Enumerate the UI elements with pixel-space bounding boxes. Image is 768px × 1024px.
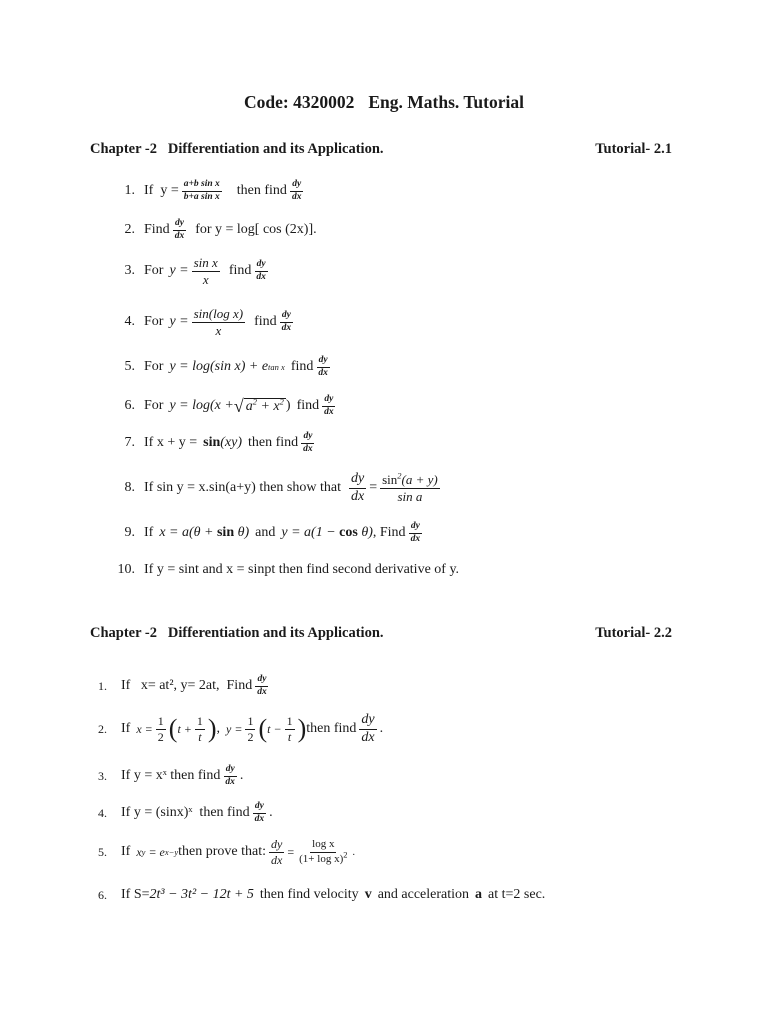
tutorial-label: Tutorial- 2.2 [595,625,672,641]
page-title [0,92,768,113]
question-1-6: 6. For y = log(x + √ $a^2 + x^2$ ) find $\frac{dy}{dx}$ [124,394,334,417]
question-2-6: 6. If S= 2t³ − 3t² − 12t + 5 then find velocity v and acceleration a at t=2 sec. [98,887,546,902]
chapter-header-1 [90,141,672,158]
chapter-title: Chapter -2 Differentiation and its Application. [90,625,384,641]
chapter-header-2 [90,625,672,642]
square-root: √ $a^2 + x^2$ [233,396,284,417]
question-1-8: 8. If sin y = x.sin(a+y) then show that $\frac{dy}{dx}$ = $\frac{\sin^2(a + y)}{\text{sin a}}$ [124,470,438,504]
question-2-1: 1. If x= at², y= 2at, Find $\frac{dy}{dx}$ [98,674,267,697]
question-2-3: 3. If y = xˣ then find $\frac{dy}{dx}$ . [98,764,244,787]
question-1-3: 3. For y = $\frac{\text{sin x}}{x}$ find $\frac{dy}{dx}$ [124,255,266,287]
question-2-2: 2. If x = $\frac{1}{2}$ ( t + $\frac{1}{t}$ ) , y = $\frac{1}{2}$ ( t − $\frac{1}{t}$ ) then find $\frac{dy}{dx}$ . [98,712,384,745]
question-1-1: 1. If y = $\frac{\text{a+b sin x}}{\text{b+a sin x}}$ then find $\frac{dy}{dx}$ [124,179,302,202]
question-1-9: 9. If x = a(θ + sin θ) and y = a(1 − cos θ) , Find $\frac{dy}{dx}$ [124,521,421,544]
question-1-7: 7. If x + y = sin (xy) then find $\frac{dy}{dx}$ [124,431,313,454]
question-1-5: 5. For y = log(sin x) + e tan x find $\frac{dy}{dx}$ [124,355,328,378]
question-1-4: 4. For y = $\frac{\text{sin(log x)}}{x}$ find $\frac{dy}{dx}$ [124,306,292,338]
fraction: $\frac{\text{a+b sin x}}{\text{b+a sin x}}$ [183,179,220,202]
tutorial-label: Tutorial- 2.1 [595,141,672,157]
question-2-4: 4. If y = (sinx)ˣ then find $\frac{dy}{dx}$ . [98,801,273,824]
question-1-10: 10. If y = sint and x = sinpt then find second derivative of y. [117,562,460,577]
question-1-2: 2. Find $\frac{dy}{dx}$ for y = log[ cos (2x)]. [124,218,317,241]
question-2-5: 5. If x y = e x−y then prove that: $\frac{dy}{dx}$ = $\frac{\text{log x}}{(1+ \log x)^2}$ . [98,837,355,867]
course-code: Code: 4320002 [244,92,355,112]
chapter-title: Chapter -2 Differentiation and its Application. [90,141,384,157]
course-subject: Eng. Maths. Tutorial [368,92,524,112]
